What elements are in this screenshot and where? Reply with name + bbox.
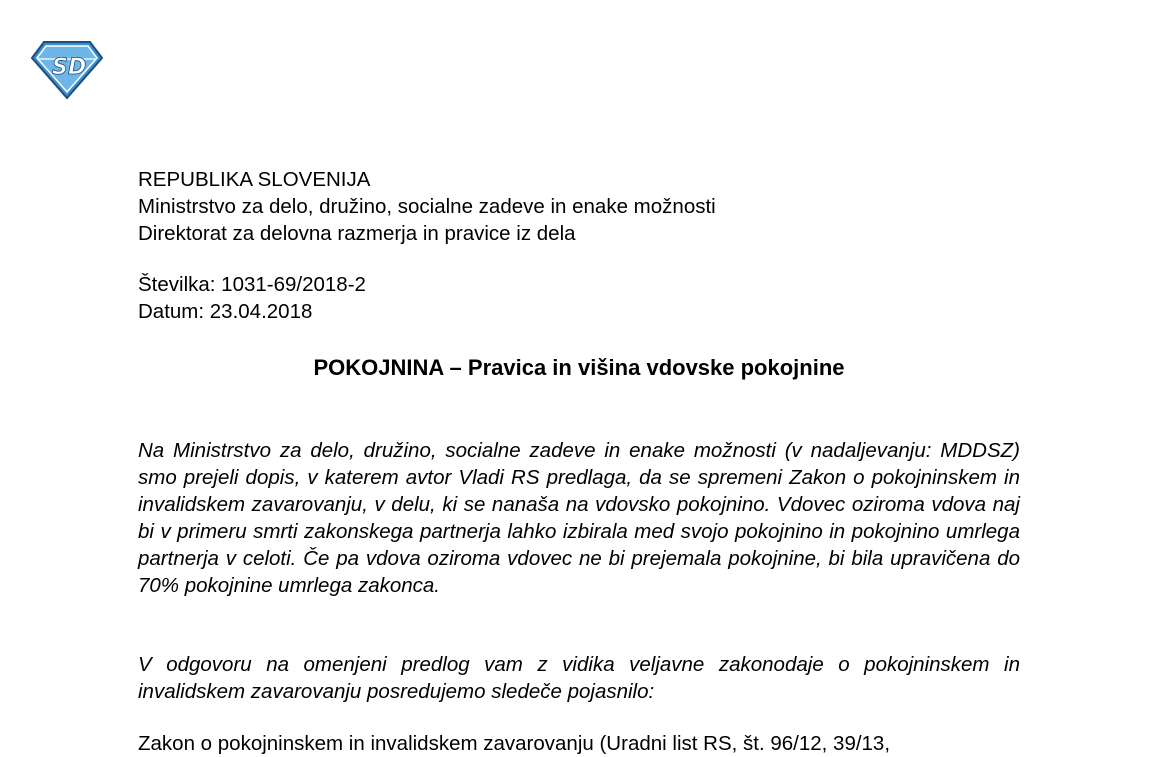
header-country: REPUBLIKA SLOVENIJA [138,168,371,191]
logo [30,40,104,100]
svg-text:D: D [68,55,87,80]
header-directorate: Direktorat za delovna razmerja in pravice iz dela [138,222,576,245]
paragraph-response: V odgovoru na omenjeni predlog vam z vidika veljavne zakonodaje o pokojninskem in invalidskem zavarovanju posredujemo sledeče pojasnilo: [138,653,1020,704]
document-header [138,166,716,247]
document-meta [138,271,366,325]
paragraph-intro: Na Ministrstvo za delo, družino, socialne zadeve in enake možnosti (v nadaljevanju: MDDSZ) smo prejeli dopis, v katerem avtor Vladi RS predlaga, da se spremeni Zakon o pokojninskem in invalidskem zavarovanju, v delu, ki se nanaša na vdovsko pokojnino. Vdovec oziroma vdova naj bi v primeru smrti zakonskega partnerja lahko izbirala med svojo pokojnino in pokojnino umrlega partnerja v celoti. Če pa vdova oziroma vdovec ne bi prejemala pokojnine, bi bila upravičena do 70% pokojnine umrlega zakonca. [138,439,1020,598]
header-ministry: Ministrstvo za delo, družino, socialne zadeve in enake možnosti [138,195,716,218]
diamond-shield-logo-icon [30,40,104,100]
paragraph-law: Zakon o pokojninskem in invalidskem zavarovanju (Uradni list RS, št. 96/12, 39/13, [138,732,891,755]
document-title: POKOJNINA – Pravica in višina vdovske pokojnine [313,355,845,380]
document-number: Številka: 1031-69/2018-2 [138,273,366,296]
document-date: Datum: 23.04.2018 [138,300,313,323]
svg-text:S: S [52,55,68,80]
